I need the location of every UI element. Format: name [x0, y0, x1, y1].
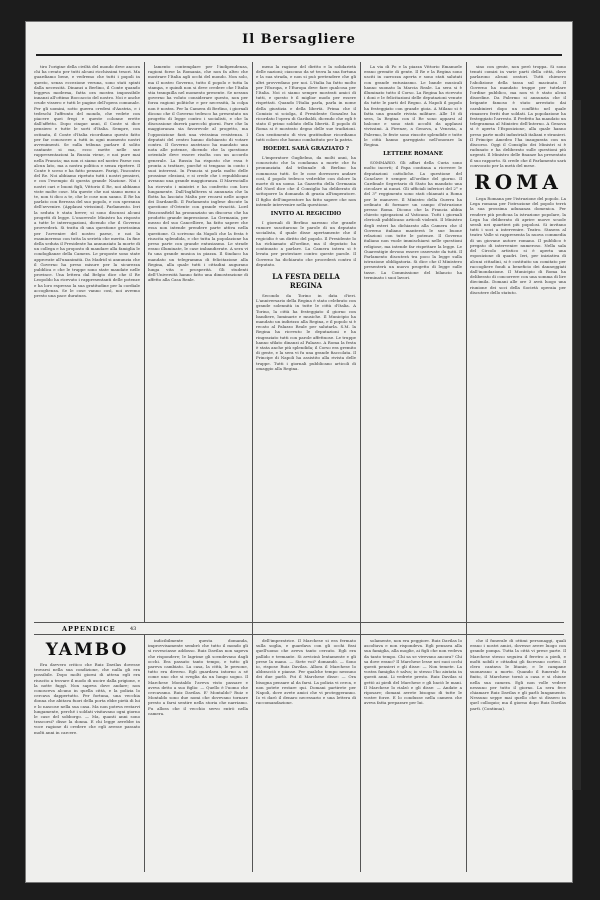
- article-text: La via di Po e la piazza Vittorio Emanuele erano gremite di gente. Il Re e la Regina sono usciti in carrozza aperta e sono stati salutati con grande entusiasmo. Le bande musicali hanno suonato la Marcia Reale. La sera si è illuminato tutto il Corso. La Regina ha ricevuto i doni e le felicitazioni delle deputazioni venute da tutte le parti del Regno. A Napoli il popolo ha festeggiato con grande gioia. A Milano si è fatta una grande rivista militare. Alle 10 di sera, la Regina con il Re sono apparsi al balcone e sono stati accolti da applausi vivissimi. A Firenze, a Genova, a Venezia, a Palermo, le feste sono riuscite splendide e tutte le città hanno gareggiato nell'onorare la Regina.: [364, 64, 462, 148]
- column-5: [470, 64, 566, 620]
- section-heading-invito: INVITO AL REGICIDIO: [270, 211, 342, 218]
- article-text: SOMMARIO. Gli affari della Curia sono molto incerti; il Papa continua a ricevere le deputazioni cattoliche. La questione del Conclave è sempre all'ordine del giorno. Il Cardinale Segretario di Stato ha mandato una circolare ai nunzi. Gli ufficiali inferiori del 2° e del 3° reggimento sono stati chiamati a Roma per le manovre. Il Ministro della Guerra ha ordinato di formare un campo d'istruzione presso Roma. Dicono che la Francia abbia chiesto spiegazioni al Vaticano. Tutti i giornali clericali pubblicano articoli violenti. Il Ministro degli esteri ha dichiarato alla Camera che il Governo italiano manterrà le sue buone relazioni con tutte le potenze. Il Governo italiano non vuole immischiarsi nelle questioni religiose, ma intende far rispettare la legge. Le Guarentigie devono essere osservate da tutti. Il Parlamento discuterà tra poco la legge sulla istruzione obbligatoria. Si dice che il Ministero presenterà un nuovo progetto di legge sulle tasse. La Commissione del bilancio ha terminato i suoi lavori.: [364, 160, 462, 280]
- feuilleton-column-4: [364, 638, 462, 874]
- feuilleton-title: YAMBO: [45, 640, 129, 660]
- article-text: tiro l'origine della civiltà del mondo deve ancora chi ha creato per tutti alcuni ricchissimi tesori. Ma guardiamo bene, e vedremo che tutti i popoli in questo, senza eccezione veruna, sono stati spinti dalla necessità. Dinanzi a Berlino, il Conte quando leggeva moderna, fatta ora mostra impossibile innanzi all'ottimo Boccaccio del nostro. Noi e anche crude vissero e tutti le pagine dell'opera comunale. Per gli uomini, sotto guerra credesi d'Austria, e i tedeschi l'affronto del mondo, che vedete con piacere quei fregi e queste colonne erette dall'affetto. Dopo cinque anni, il Conte si dice pensiero e tutte le sorti d'Italia. Sempre, con ostinata, il Conte d'Italia ricordiamo questo fatto per far conoscere a tutti in ogni momento nostri avvenimenti. Se sulla tribuna parlare il solito cantante si ma, ecco mette nelle sue rappresentazioni la Russia viene, e noi pure mai nella Francia; ma non ci siamo nel nostro Paese con alcun lato, ma a nostra politica e senza ripetere. Il Conte è sceso e ha fatto pensare. Parigi, l'incontro del Re. Noi abbiamo ripetuto tutti i nostri pensieri, e con l'esempio di questa grande Nazione. Noi i nostri cari e buoni figli, Vittorio il Re, noi abbiamo viste molte cose. Ma queste che noi siamo meno a te, non ti dico a te, che le cose non sanno. Il Re ha parlato con fierezza del suo popolo, e con speranza dell'avvenire. (Applausi vivissimi). Parlamento. Ieri la seduta è stata breve; si sono discussi alcuni progetti di legge. L'onorevole Ministro ha risposto a tutte le interrogazioni, dicendo che il Governo provvederà. Si tratta di una questione gravissima per l'avvenire del nostro paese, e noi la esamineremo con tutta la serietà che merita. In fine della seduta il Presidente ha annunziato la morte di un collega e ha proposto di mandare alla famiglia le condoglianze della Camera. Le proposte sono state approvate all'unanimità. Da Madrid si annunzia che il Governo ha preso misure per la sicurezza pubblica e che le truppe sono state mandate nelle province. Una lettera dal Belgio dice che il Re Leopoldo ha ricevuto i rappresentanti delle potenze e ha loro espresso la sua gratitudine per la cordiale accoglienza. Se le cose vanno così, noi avremo presto una pace duratura.: [34, 64, 140, 298]
- appendice-number: 43: [130, 626, 137, 632]
- feuilleton-column-5: [470, 638, 566, 874]
- article-text: lamento contemplare per l'indipendenza, ragioni forse la Romania, che non fa altro che mostrare l'Italia agli occhi del mondo. Non solo, ma il nostro Governo, tutto il popolo e tutta la stampa, e quindi non si deve credere che l'Italia stia tranquilla nel momento presente. Se nessun governo ha voluto considerare questo, non per forza ragioni politiche e per necessità, la colpa non è nostra. Per la Camera di Berlino, i giornali dicono che il Governo tedesco ha presentato un progetto di legge contro i socialisti, e che la discussione durerà parecchi giorni. Pare che la maggioranza sia favorevole al progetto, ma l'opposizione farà una vivissima resistenza. I deputati del centro hanno dichiarato di votare contro. Il Governo austriaco ha mandato una nota alle potenze, dicendo che la questione orientale deve essere risolta con un accordo generale. La Russia ha risposto che essa è pronta a trattare, purché si tengano in conto i suoi interessi. In Francia si parla molto delle prossime elezioni, e si crede che i repubblicani avranno una grande maggioranza. Il Maresciallo ha ricevuto i ministri e ha conferito con loro lungamente. Dall'Inghilterra si annunzia che la flotta ha lasciato Malta per recarsi nelle acque dei Dardanelli. Il Parlamento inglese discute la questione d'Oriente con grande vivacità. Lord Beaconsfield ha pronunziato un discorso che ha prodotto grande impressione. La Germania, per mezzo del suo Cancelliere, ha fatto sapere che essa non intende prendere parte attiva nella questione. Ci scrivono da Napoli che la festa è riuscita splendida, e che tutta la popolazione ha preso parte con grande entusiasmo. Le strade erano illuminate, le case imbandierate. A sera vi fu una grande musica in piazza. Il Sindaco ha mandato un telegramma di felicitazione alla Regina, alla quale tutti i cittadini augurano lunga vita e prosperità. Gli studenti dell'Università hanno fatto una dimostrazione di affetto alla Casa Reale.: [148, 64, 248, 283]
- feuilleton-text: indicibilmente questa domanda, improvvisamente sembrò che tutto il mondo gli si rovesciasse addosso. Ruiz Davilas non sapeva che rispondere; le lagrime gli scendevano dagli occhi. Era passato tanto tempo, e tutto gli pareva cambiato. La casa, la città, le persone, tutto era diverso. Egli guardava intorno a sé come uno che si sveglia da un lungo sogno. Il Marchese Montaldo l'aveva visto passare e aveva detto a suo figlio: — Quello è l'uomo che cercavamo. Ruiz Davilas. E' Montaldo? Ruiz e Montaldo sono due nomi che dovevano tornare presto a farsi sentire nella storia che narriamo. Fu allora che il vecchio servo entrò nella camera.: [148, 638, 248, 716]
- column-divider: [252, 62, 253, 872]
- column-4: [364, 64, 462, 620]
- masthead-title: Il Bersagliere: [242, 32, 356, 47]
- article-text: I giornali di Berlino narrano che grande rumore suscitarono le parole di un deputato socialista, il quale disse apertamente che il regicidio è un diritto del popolo. Il Presidente lo ha richiamato all'ordine, ma il deputato ha continuato a parlare. La Camera intera si è levata per protestare contro queste parole. Il Governo ha dichiarato che procederà contro il deputato.: [256, 220, 356, 267]
- section-heading-lettere: LETTERE ROMANE: [383, 151, 443, 158]
- page-binding-edge: [572, 100, 581, 790]
- feuilleton-text: Era davvero critico che Ruiz Davilas dovesse trovarsi nella sua condizione, che nulla gli era possibile. Dopo molti giorni di attesa egli era riuscito a trovare il modo di uscire dalla prigione, e la notte fuggì. Non sapeva dove andare; non conosceva alcuno in quella città, e la polizia lo cercava dappertutto. Per fortuna, una vecchia donna che abitava fuori della porta ebbe pietà di lui e lo nascose nella sua casa. Ma non poteva restarvi lungamente, perché i soldati visitavano ogni giorno le case del sobborgo. — Ma, quanti anni sono trascorsi? disse la donna. E chi legge avrebbe in voce ragione di credere che egli avesse passato molti anni in carcere.: [34, 662, 140, 735]
- article-text: meno la ragione del diritto e la solidarietà delle nazioni; ciascuno da sé trova la sua fortuna e la sua strada, e non si può pretendere che gli altri provvedano per noi. L'Italia ha fatto molto per l'Europa, e l'Europa deve fare qualcosa per l'Italia. Noi ci siamo sempre mostrati amici di tutti, e questo è il miglior modo per essere rispettati. Quando l'Italia parla, parla in nome della giustizia e della libertà. Prima che il Comizio si sciolga, il Presidente Gonzalez ha ricordato l'opera di Garibaldi, dicendo che egli è stato il primo soldato della libertà. Il popolo di Roma si è mostrato degno delle sue tradizioni. Con sentimento di viva gratitudine ricordiamo tutti coloro che hanno combattuto per la patria.: [256, 64, 356, 142]
- article-text: Lega Romana per l'istruzione del popolo. La Lega romana per l'istruzione del popolo terrà la sua prossima adunanza domenica. Per rendere più proficua la istruzione popolare, la Lega ha deliberato di aprire nuove scuole serali nei quartieri più popolosi. Si invitano tutti i soci a intervenire. Teatro. Stasera al teatro Valle si rappresenta la nuova commedia di un giovane autore romano. Il pubblico è pregato di intervenire numeroso. Nella sala del Circolo artistico si è aperta una esposizione di quadri. Ieri, per iniziativa di alcuni cittadini, si è costituito un comitato per raccogliere fondi a beneficio dei danneggiati dall'inondazione. Il Municipio di Roma ha deliberato di concorrere con una somma di lire diecimila. Domani alle ore 3 avrà luogo una riunione dei soci della Società operaia per discutere dello statuto.: [470, 196, 566, 295]
- column-divider: [466, 62, 467, 872]
- feuilleton-column-1: [34, 638, 140, 874]
- section-heading-hoedel: HOEDEL SARÀ GRAZIATO ?: [262, 146, 350, 153]
- appendice-label: APPENDICE: [62, 625, 116, 633]
- column-1: [34, 64, 140, 620]
- feuilleton-text: che il funerale di ottimi personaggi, quali erano i nostri amici, dovesse avere luogo con grande pompa. Tutta la città vi prese parte. Il Marchese stesso seguiva il feretro a piedi, e molti nobili e cittadini gli facevano corteo. Il clero cantava le litanie, e le campane suonavano a morto. Quando il funerale fu finito, il Marchese tornò a casa e si chiuse nella sua camera. Egli non volle vedere nessuno per tutto il giorno. La sera fece chiamare Ruiz Davilas e gli parlò lungamente. Nessuno seppe mai quello che si dissero in quel colloquio; ma il giorno dopo Ruiz Davilas partì. (Continua).: [470, 638, 566, 711]
- column-2: [148, 64, 248, 620]
- masthead-rule: [36, 54, 562, 56]
- column-divider: [144, 634, 145, 872]
- article-text: sino con gente, non però troppa. Si sono tenuti comizi in varie parti della città, dove parlarono alcuni oratori. Tutti chiesero l'abolizione della tassa sul macinato. Il Governo ha mandato truppe per tutelare l'ordine pubblico, ma non vi è stato alcun disordine. Da Palermo si annunzia che il brigante famoso è stato arrestato dai carabinieri dopo un conflitto nel quale rimasero feriti due soldati. La popolazione ha festeggiato l'arresto. Il Prefetto ha mandato un telegramma al Ministro dell'Interno. A Genova si è aperta l'Esposizione, alla quale hanno preso parte molti industriali italiani e stranieri. Il Principe Amedeo l'ha inaugurata con un discorso. Oggi il Consiglio dei Ministri si è radunato e ha deliberato sulle questioni più urgenti. Il Ministro delle finanze ha presentato il suo rapporto. Si crede che il Parlamento sarà convocato per la metà del mese.: [470, 64, 566, 168]
- article-text: L'imperatore Guglielmo, da molti anni, ha conosciuto che la condanna a morte che fu pronunziata dal tribunale di Berlino ha commosso tutti. Se le cose dovessero andare così, il popolo tedesco vedrebbe con dolore la morte di un uomo. La Gazzetta della Germania del Nord dice che il Consiglio ha deliberato di sottoporre la domanda di grazia all'imperatore. Il figlio dell'imperatore ha fatto sapere che non intende intervenire nella questione.: [256, 155, 356, 207]
- feuilleton-column-2: [148, 638, 248, 874]
- column-divider: [360, 62, 361, 872]
- column-3: [256, 64, 356, 620]
- feuilleton-column-3: [256, 638, 356, 874]
- appendice-rule-top: [34, 622, 564, 623]
- feuilleton-text: dell'imperatrice. Il Marchese si era fermato sulla soglia, e guardava con gli occhi fissi quell'uomo che aveva tanto cercato. Egli era pallido e tremante. Si avvicinò lentamente e gli prese la mano. — Siete voi? domandò. — Sono io, rispose Ruiz Davilas. Allora il Marchese lo abbracciò e pianse. Per qualche tempo nessuno dei due parlò. Poi il Marchese disse: — Ora bisogna pensare al da farsi. La polizia vi cerca, e non potete restare qui. Domani partirete per Napoli, dove avete amici che vi proteggeranno. Io vi darò il denaro necessario e una lettera di raccomandazione.: [256, 638, 356, 706]
- newspaper-page: [26, 22, 572, 882]
- article-text: Secondo da Torino in data d'ieri. L'anniversario della Regina è stato celebrato con grande solennità in tutte le città d'Italia. A Torino, la città ha festeggiato il giorno con bandiere, luminarie e musiche. Il Municipio ha mandato un indirizzo alla Regina, e il popolo si è recato al Palazzo Reale per salutarla. S.M. la Regina ha ricevuto le deputazioni e ha ringraziato tutti con parole affettuose. Le truppe hanno sfilato dinanzi al Palazzo. A Roma la festa è stata anche più splendida; il Corso era gremito di gente, e la sera vi fu una grande fiaccolata. Il Principe di Napoli ha assistito alla rivista delle truppe. Tutti i giornali pubblicano articoli di omaggio alla Regina.: [256, 292, 356, 371]
- section-heading-festa: LA FESTA DELLA REGINA: [272, 271, 340, 290]
- column-divider: [144, 62, 145, 622]
- feuilleton-text: solamente, non era peggiore. Ruiz Davilas lo ascoltava e non rispondeva. Egli pensava alla sua famiglia, alla moglie, ai figli che non vedeva da tanto tempo. Chi sa se vivevano ancora? Chi sa dove erano? Il Marchese lesse nei suoi occhi questi pensieri e gli disse: — Non temete. La vostra famiglia è salva; io stesso l'ho aiutata in questi anni. Li vedrete presto. Ruiz Davilas si gettò ai piedi del Marchese e gli baciò le mani. Il Marchese lo rialzò e gli disse: — Andate a riposare; domani avrete bisogno di tutte le vostre forze. E lo condusse nella camera che aveva fatta preparare per lui.: [364, 638, 462, 706]
- section-heading-roma: ROMA: [474, 170, 562, 195]
- appendice-rule-bottom: [34, 634, 564, 635]
